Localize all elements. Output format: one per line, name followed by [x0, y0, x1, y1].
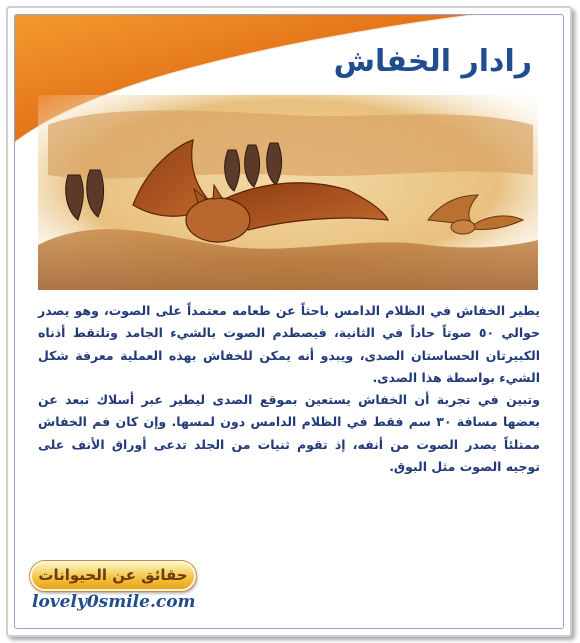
article-body	[38, 300, 540, 478]
bats-illustration	[38, 95, 538, 290]
paragraph-1: يطير الخفاش في الظلام الدامس باحثاً عن طعامه معتمداً على الصوت، وهو يصدر حوالي ٥٠ صوتاً حاداً في الثانية، فيصطدم الصوت بالشيء الجامد وتلتقط أذناه الكبيرتان الحساستان الصدى، ويبدو أنه يمكن للخفاش بهذه العملية معرفة شكل الشيء بواسطة هذا الصدى.	[38, 303, 540, 385]
site-watermark: lovely0smile.com	[32, 592, 196, 612]
paragraph-2: وتبين في تجربة أن الخفاش يستعين بموقع الصدى ليطير عبر أسلاك تبعد عن بعضها مسافة ٣٠ سم فقط في الظلام الدامس دون لمسها. وإن كان فم الخفاش ممتلئاً يصدر الصوت من أنفه، إذ تقوم ثنيات من الجلد تدعى أوراق الأنف على توجيه الصوت مثل البوق.	[38, 392, 540, 475]
category-badge[interactable]: حقائق عن الحيوانات	[30, 561, 196, 591]
page-title: رادار الخفاش	[333, 44, 532, 79]
